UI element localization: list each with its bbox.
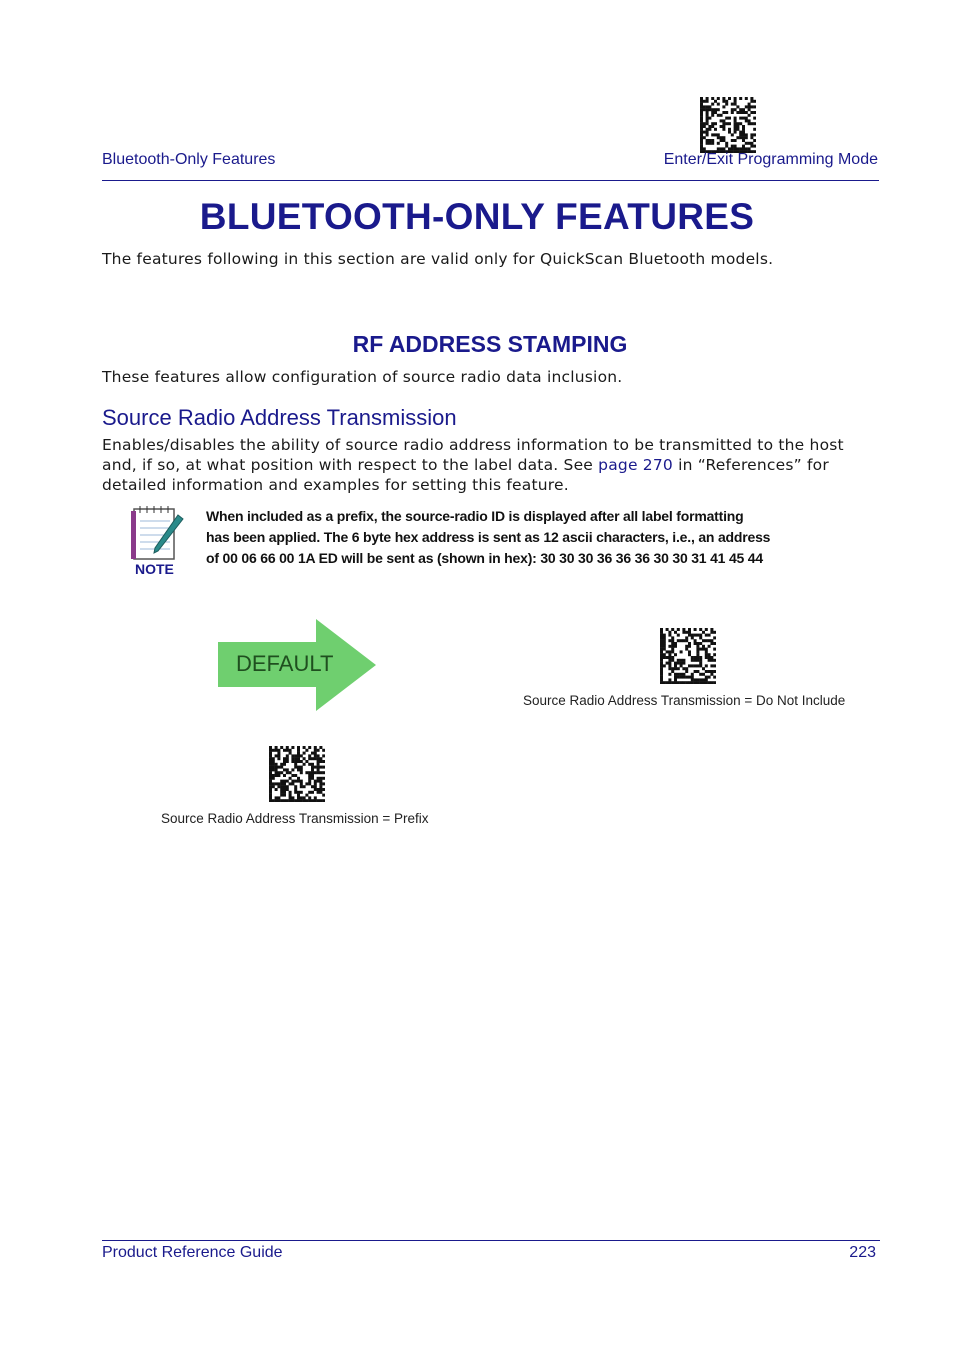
header-rule <box>102 180 879 181</box>
default-label: DEFAULT <box>236 651 334 676</box>
section-text: These features allow configuration of source radio data inclusion. <box>102 368 623 386</box>
barcode-icon <box>700 97 756 153</box>
subsection-line-text: in “References” for <box>673 456 829 474</box>
note-line: When included as a prefix, the source-radio ID is displayed after all label formatting <box>206 508 744 524</box>
barcode-caption-do-not-include: Source Radio Address Transmission = Do Not Include <box>523 693 846 708</box>
note-label: NOTE <box>135 561 174 577</box>
header-mode-title: Enter/Exit Programming Mode <box>663 151 878 168</box>
subsection-line: detailed information and examples for setting this feature. <box>102 476 569 494</box>
section-heading: RF ADDRESS STAMPING <box>352 331 628 357</box>
subsection-line <box>102 455 892 475</box>
subsection-heading: Source Radio Address Transmission <box>102 405 457 430</box>
barcode-icon[interactable] <box>660 628 716 684</box>
barcode-icon[interactable] <box>269 746 325 802</box>
note-text <box>206 506 806 569</box>
intro-text: The features following in this section are valid only for QuickScan Bluetooth models. <box>102 250 774 268</box>
subsection-line: Enables/disables the ability of source radio address information to be transmitted to the host <box>102 436 844 454</box>
note-pad-icon <box>128 503 186 561</box>
page-number: 223 <box>849 1244 876 1261</box>
footer-guide-title: Product Reference Guide <box>102 1244 283 1261</box>
subsection-line-text: and, if so, at what position with respect to the label data. See <box>102 456 599 474</box>
subsection-text <box>102 435 892 495</box>
note-line: has been applied. The 6 byte hex address is sent as 12 ascii characters, i.e., an address <box>206 529 771 545</box>
note-line: of 00 06 66 00 1A ED will be sent as (shown in hex): 30 30 30 36 36 36 30 30 31 41 45 44 <box>206 550 763 566</box>
barcode-caption-prefix: Source Radio Address Transmission = Prefix <box>161 811 429 826</box>
page-title: BLUETOOTH-ONLY FEATURES <box>199 196 755 237</box>
header-section-title: Bluetooth-Only Features <box>102 151 276 168</box>
footer-rule <box>102 1240 880 1241</box>
page-270-link[interactable]: page 270 <box>598 456 673 474</box>
